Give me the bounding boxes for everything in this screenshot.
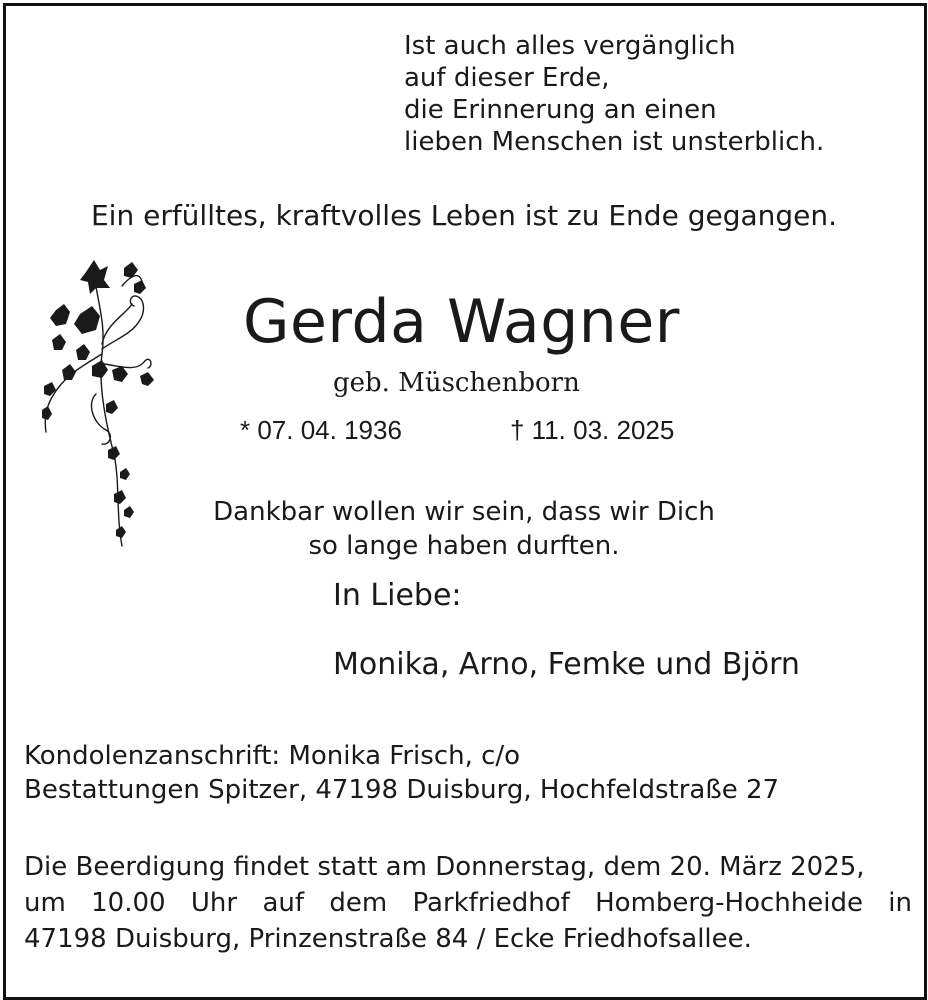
funeral-details xyxy=(24,849,912,957)
death-date: † 11. 03. 2025 xyxy=(510,415,675,445)
maiden-name: geb. Müschenborn xyxy=(333,368,580,398)
poem-line: die Erinnerung an einen xyxy=(404,95,717,125)
ivy-vine-icon xyxy=(36,254,166,554)
funeral-line: um 10.00 Uhr auf dem Parkfriedhof Homberg-Hochheide in xyxy=(24,888,912,918)
poem-line: auf dieser Erde, xyxy=(404,63,610,93)
family-names: Monika, Arno, Femke und Björn xyxy=(333,647,800,682)
thanks-text xyxy=(150,495,778,563)
in-love-label: In Liebe: xyxy=(333,578,462,613)
deceased-name: Gerda Wagner xyxy=(243,287,680,357)
address-line: Kondolenzanschrift: Monika Frisch, c/o xyxy=(24,741,521,771)
poem-line: lieben Menschen ist unsterblich. xyxy=(404,127,825,157)
funeral-line: Die Beerdigung findet statt am Donnerstag, dem 20. März 2025, xyxy=(24,852,865,882)
thanks-line: Dankbar wollen wir sein, dass wir Dich xyxy=(213,497,715,527)
lead-sentence: Ein erfülltes, kraftvolles Leben ist zu Ende gegangen. xyxy=(90,199,838,232)
funeral-line: 47198 Duisburg, Prinzenstraße 84 / Ecke Friedhofsallee. xyxy=(24,924,752,954)
poem-line: Ist auch alles vergänglich xyxy=(404,31,736,61)
condolence-address xyxy=(24,739,779,807)
address-line: Bestattungen Spitzer, 47198 Duisburg, Hochfeldstraße 27 xyxy=(24,775,780,805)
birth-date: * 07. 04. 1936 xyxy=(240,415,402,445)
thanks-line: so lange haben durften. xyxy=(308,531,620,561)
poem xyxy=(404,30,824,158)
